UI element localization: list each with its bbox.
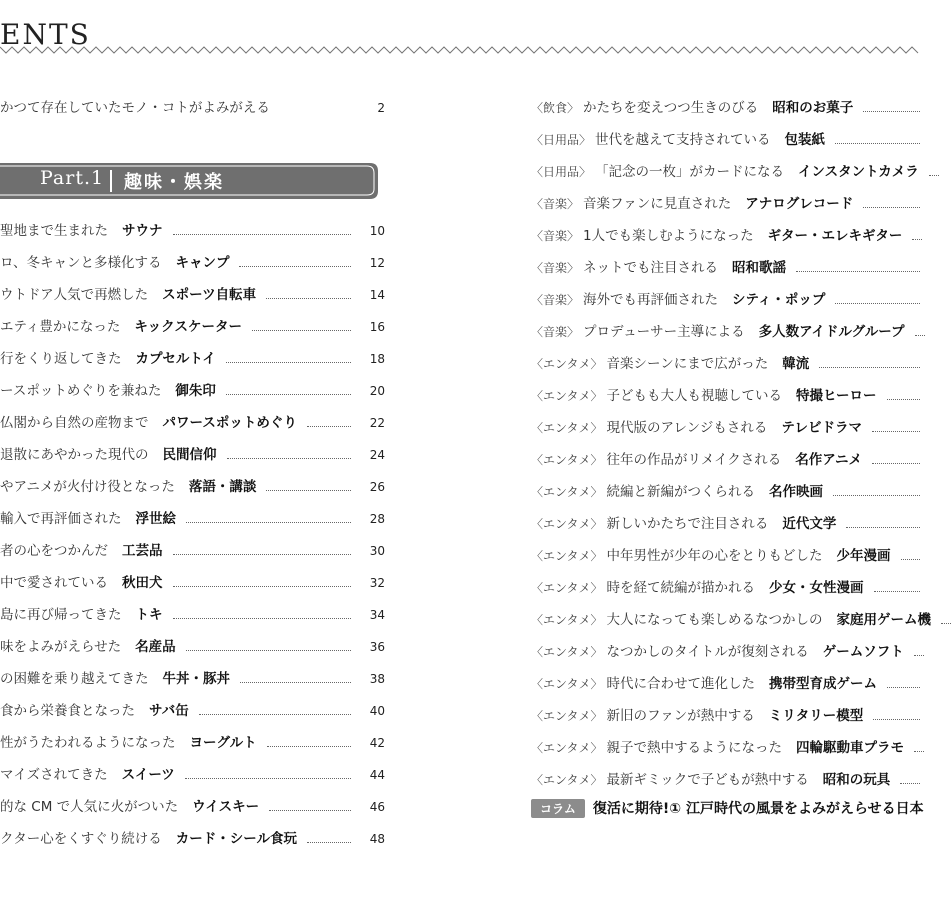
- entry-lead: 者の心をつかんだ: [0, 543, 108, 559]
- category-tag: 〈エンタメ〉: [531, 357, 603, 371]
- page-number: 12: [369, 256, 385, 270]
- page-number: 42: [369, 736, 385, 750]
- page-number: 28: [369, 512, 385, 526]
- entry-lead: エティ豊かになった: [0, 319, 121, 335]
- entry-lead: 海外でも再評価された: [583, 292, 719, 308]
- entry-lead: 中で愛されている: [0, 575, 108, 591]
- entry-subject: 秋田犬: [122, 575, 163, 591]
- entry-lead: ウトドア人気で再燃した: [0, 287, 149, 303]
- entry-lead: ースポットめぐりを兼ねた: [0, 383, 162, 399]
- leader-dots: [846, 527, 920, 528]
- toc-entry[interactable]: [531, 352, 920, 372]
- toc-entry[interactable]: [531, 96, 920, 116]
- entry-subject: 落語・講談: [188, 479, 257, 495]
- entry-lead: 世代を越えて支持されている: [595, 132, 771, 148]
- entry-lead: 1人でも楽しむようになった: [583, 228, 754, 244]
- entry-lead: プロデューサー主導による: [583, 324, 745, 340]
- entry-subject: ウイスキー: [192, 799, 260, 815]
- toc-entry[interactable]: [0, 347, 385, 367]
- toc-entry[interactable]: [0, 379, 385, 399]
- entry-lead: 新旧のファンが熱中する: [606, 708, 755, 724]
- entry-subject: 昭和歌謡: [732, 260, 787, 276]
- leader-dots: [252, 330, 351, 331]
- entry-lead: 輸入で再評価された: [0, 511, 122, 527]
- toc-entry[interactable]: [0, 411, 385, 431]
- page-number: 32: [369, 576, 385, 590]
- category-tag: 〈日用品〉: [531, 165, 592, 179]
- intro-text: かつて存在していたモノ・コトがよみがえる: [0, 100, 270, 116]
- entry-lead: 退散にあやかった現代の: [0, 447, 149, 463]
- entry-lead: 島に再び帰ってきた: [0, 607, 122, 623]
- toc-entry[interactable]: [0, 827, 385, 847]
- toc-entry[interactable]: [0, 251, 385, 271]
- entry-subject: シティ・ポップ: [732, 292, 826, 308]
- page-number: 24: [369, 448, 385, 462]
- entry-subject: 少年漫画: [836, 548, 891, 564]
- category-tag: 〈エンタメ〉: [531, 485, 603, 499]
- toc-entry[interactable]: [531, 736, 920, 756]
- category-tag: 〈エンタメ〉: [531, 581, 603, 595]
- leader-dots: [872, 431, 920, 432]
- leader-dots: [307, 842, 351, 843]
- entry-lead: 往年の作品がリメイクされる: [606, 452, 782, 468]
- page-number: 14: [369, 288, 385, 302]
- leader-dots: [173, 234, 352, 235]
- toc-entry[interactable]: [531, 288, 920, 308]
- entry-lead: の困難を乗り越えてきた: [0, 671, 149, 687]
- entry-subject: 近代文学: [782, 516, 837, 532]
- entry-lead: やアニメが火付け役となった: [0, 479, 175, 495]
- column-entry[interactable]: [531, 798, 924, 818]
- toc-entry[interactable]: [531, 480, 920, 500]
- entry-lead: 最新ギミックで子どもが熱中する: [606, 772, 809, 788]
- leader-dots: [226, 394, 351, 395]
- entry-subject: 名産品: [135, 639, 176, 655]
- leader-dots: [887, 399, 921, 400]
- leader-dots: [226, 362, 351, 363]
- page-number: 22: [369, 416, 385, 430]
- entry-subject: サウナ: [122, 223, 163, 239]
- entry-lead: 時代に合わせて進化した: [606, 676, 756, 692]
- leader-dots: [900, 783, 920, 784]
- toc-entry[interactable]: [531, 704, 920, 724]
- category-tag: 〈エンタメ〉: [531, 645, 603, 659]
- entry-subject: カプセルトイ: [135, 351, 216, 367]
- toc-entry[interactable]: [0, 507, 385, 527]
- entry-subject: ヨーグルト: [189, 735, 257, 751]
- page-number: 44: [369, 768, 385, 782]
- category-tag: 〈エンタメ〉: [531, 709, 603, 723]
- entry-subject: 多人数アイドルグループ: [758, 324, 905, 340]
- page-number: 2: [377, 101, 385, 115]
- leader-dots: [873, 719, 920, 720]
- leader-dots: [887, 687, 920, 688]
- leader-dots: [227, 458, 352, 459]
- toc-entry[interactable]: [531, 384, 920, 404]
- leader-dots: [872, 463, 920, 464]
- leader-dots: [239, 266, 351, 267]
- entry-subject: パワースポットめぐり: [162, 415, 297, 431]
- entry-lead: 親子で熱中するようになった: [606, 740, 783, 756]
- column-title: 復活に期待!① 江戸時代の風景をよみがえらせる日本: [592, 801, 924, 817]
- category-tag: 〈エンタメ〉: [531, 549, 603, 563]
- leader-dots: [915, 335, 925, 336]
- category-tag: 〈飲食〉: [531, 101, 580, 115]
- category-tag: 〈エンタメ〉: [531, 517, 603, 531]
- leader-dots: [901, 559, 920, 560]
- leader-dots: [266, 298, 351, 299]
- entry-lead: 音楽ファンに見直された: [583, 196, 732, 212]
- page-number: 10: [369, 224, 385, 238]
- entry-subject: 牛丼・豚丼: [162, 671, 230, 687]
- entry-lead: 続編と新編がつくられる: [606, 484, 756, 500]
- entry-lead: 的な CM で人気に火がついた: [0, 799, 179, 815]
- entry-subject: キックスケーター: [134, 319, 243, 335]
- entry-subject: サバ缶: [149, 703, 189, 719]
- leader-dots: [863, 111, 920, 112]
- entry-subject: 浮世絵: [135, 511, 176, 527]
- toc-entry[interactable]: [531, 448, 920, 468]
- zigzag-divider: [0, 44, 920, 58]
- leader-dots: [863, 207, 920, 208]
- contents-heading: ENTS: [0, 18, 91, 51]
- entry-lead: 性がうたわれるようになった: [0, 735, 176, 751]
- entry-subject: 名作映画: [769, 484, 824, 500]
- toc-entry[interactable]: [0, 539, 385, 559]
- entry-lead: 中年男性が少年の心をとりもどした: [606, 548, 823, 564]
- leader-dots: [267, 746, 351, 747]
- part-name: 趣味・娯楽: [124, 172, 224, 193]
- toc-entry[interactable]: [531, 576, 920, 596]
- entry-subject: 家庭用ゲーム機: [836, 612, 932, 628]
- category-tag: 〈エンタメ〉: [531, 613, 603, 627]
- entry-lead: 聖地まで生まれた: [0, 223, 108, 239]
- category-tag: 〈エンタメ〉: [531, 389, 603, 403]
- entry-lead: クター心をくすぐり続ける: [0, 831, 162, 847]
- page-number: 20: [369, 384, 385, 398]
- category-tag: 〈音楽〉: [531, 261, 580, 275]
- category-tag: 〈音楽〉: [531, 325, 580, 339]
- leader-dots: [173, 618, 352, 619]
- leader-dots: [173, 554, 352, 555]
- entry-subject: 昭和のお菓子: [772, 100, 854, 116]
- entry-subject: 携帯型育成ゲーム: [769, 676, 878, 692]
- leader-dots: [819, 367, 920, 368]
- leader-dots: [307, 426, 351, 427]
- leader-dots: [240, 682, 351, 683]
- category-tag: 〈音楽〉: [531, 229, 580, 243]
- toc-entry[interactable]: [531, 160, 920, 180]
- entry-lead: 行をくり返してきた: [0, 351, 122, 367]
- entry-subject: スポーツ自転車: [162, 287, 257, 303]
- leader-dots: [796, 271, 920, 272]
- entry-lead: マイズされてきた: [0, 767, 108, 783]
- leader-dots: [269, 810, 351, 811]
- toc-entry[interactable]: [531, 512, 920, 532]
- toc-entry[interactable]: [531, 544, 920, 564]
- leader-dots: [835, 303, 920, 304]
- category-tag: 〈エンタメ〉: [531, 453, 603, 467]
- toc-entry[interactable]: [0, 667, 385, 687]
- entry-subject: ギター・エレキギター: [767, 228, 903, 244]
- entry-lead: 「記念の一枚」がカードになる: [595, 164, 785, 180]
- page-number: 26: [369, 480, 385, 494]
- entry-subject: 工芸品: [122, 543, 163, 559]
- toc-entry[interactable]: [0, 699, 385, 719]
- page-number: 46: [369, 800, 385, 814]
- entry-lead: 新しいかたちで注目される: [606, 516, 769, 532]
- entry-subject: 包装紙: [784, 132, 826, 148]
- toc-entry[interactable]: [531, 672, 920, 692]
- toc-entry[interactable]: [531, 320, 920, 340]
- entry-lead: 現代版のアレンジもされる: [606, 420, 768, 436]
- part-separator: [110, 170, 112, 192]
- toc-entry[interactable]: [0, 443, 385, 463]
- entry-lead: 仏閣から自然の産物まで: [0, 415, 149, 431]
- entry-subject: ミリタリー模型: [768, 708, 864, 724]
- entry-subject: キャンプ: [175, 255, 230, 271]
- category-tag: 〈エンタメ〉: [531, 773, 603, 787]
- entry-lead: 味をよみがえらせた: [0, 639, 122, 655]
- toc-entry[interactable]: [531, 128, 920, 148]
- part-number: Part.1: [40, 167, 105, 189]
- toc-entry[interactable]: [0, 219, 385, 239]
- toc-entry[interactable]: [531, 640, 920, 660]
- entry-subject: スイーツ: [121, 767, 175, 783]
- entry-subject: カード・シール食玩: [175, 831, 297, 847]
- entry-subject: 四輪駆動車プラモ: [796, 740, 905, 756]
- page-number: 34: [369, 608, 385, 622]
- page-number: 30: [369, 544, 385, 558]
- leader-dots: [186, 522, 351, 523]
- toc-entry[interactable]: [531, 192, 920, 212]
- leader-dots: [941, 623, 951, 624]
- toc-entry[interactable]: [0, 475, 385, 495]
- toc-entry[interactable]: [0, 795, 385, 815]
- leader-dots: [185, 778, 351, 779]
- entry-lead: なつかしのタイトルが復刻される: [606, 644, 809, 660]
- toc-entry[interactable]: [0, 571, 385, 591]
- category-tag: 〈エンタメ〉: [531, 421, 603, 435]
- category-tag: 〈エンタメ〉: [531, 677, 603, 691]
- entry-subject: 特撮ヒーロー: [796, 388, 877, 404]
- leader-dots: [874, 591, 920, 592]
- leader-dots: [914, 751, 924, 752]
- entry-subject: 少女・女性漫画: [769, 580, 864, 596]
- page-number: 16: [369, 320, 385, 334]
- toc-entry[interactable]: [0, 603, 385, 623]
- entry-subject: 民間信仰: [162, 447, 217, 463]
- entry-subject: テレビドラマ: [781, 420, 863, 436]
- entry-lead: 大人になっても楽しめるなつかしの: [606, 612, 823, 628]
- entry-lead: ネットでも注目される: [583, 260, 719, 276]
- leader-dots: [912, 239, 922, 240]
- toc-entry[interactable]: [531, 608, 932, 628]
- entry-subject: 昭和の玩具: [822, 772, 891, 788]
- leader-dots: [186, 650, 351, 651]
- leader-dots: [914, 655, 924, 656]
- toc-entry[interactable]: [531, 256, 920, 276]
- entry-subject: インスタントカメラ: [798, 164, 919, 180]
- leader-dots: [199, 714, 351, 715]
- toc-entry[interactable]: [0, 763, 385, 783]
- entry-subject: 韓流: [782, 356, 810, 372]
- intro-entry[interactable]: [0, 96, 385, 116]
- leader-dots: [266, 490, 351, 491]
- entry-subject: 御朱印: [175, 383, 216, 399]
- page-number: 38: [369, 672, 385, 686]
- entry-lead: 時を経て続編が描かれる: [606, 580, 756, 596]
- toc-entry[interactable]: [0, 283, 385, 303]
- entry-lead: ロ、冬キャンと多様化する: [0, 255, 162, 271]
- leader-dots: [929, 175, 939, 176]
- entry-lead: かたちを変えつつ生きのびる: [583, 100, 759, 116]
- entry-lead: 音楽シーンにまで広がった: [606, 356, 769, 372]
- leader-dots: [833, 495, 920, 496]
- toc-entry[interactable]: [531, 224, 920, 244]
- entry-subject: トキ: [135, 607, 163, 623]
- toc-entry[interactable]: [0, 731, 385, 751]
- toc-entry[interactable]: [0, 635, 385, 655]
- toc-entry[interactable]: [0, 315, 385, 335]
- category-tag: 〈日用品〉: [531, 133, 592, 147]
- entry-lead: 食から栄養食となった: [0, 703, 135, 719]
- page-number: 36: [369, 640, 385, 654]
- toc-entry[interactable]: [531, 768, 920, 788]
- page-number: 18: [369, 352, 385, 366]
- entry-subject: アナログレコード: [745, 196, 854, 212]
- category-tag: 〈エンタメ〉: [531, 741, 603, 755]
- column-badge: コラム: [531, 799, 585, 818]
- page-number: 40: [369, 704, 385, 718]
- toc-entry[interactable]: [531, 416, 920, 436]
- entry-lead: 子どもも大人も視聴している: [606, 388, 783, 404]
- leader-dots: [835, 143, 920, 144]
- page-number: 48: [369, 832, 385, 846]
- category-tag: 〈音楽〉: [531, 293, 580, 307]
- entry-subject: 名作アニメ: [795, 452, 863, 468]
- leader-dots: [173, 586, 352, 587]
- category-tag: 〈音楽〉: [531, 197, 580, 211]
- entry-subject: ゲームソフト: [822, 644, 904, 660]
